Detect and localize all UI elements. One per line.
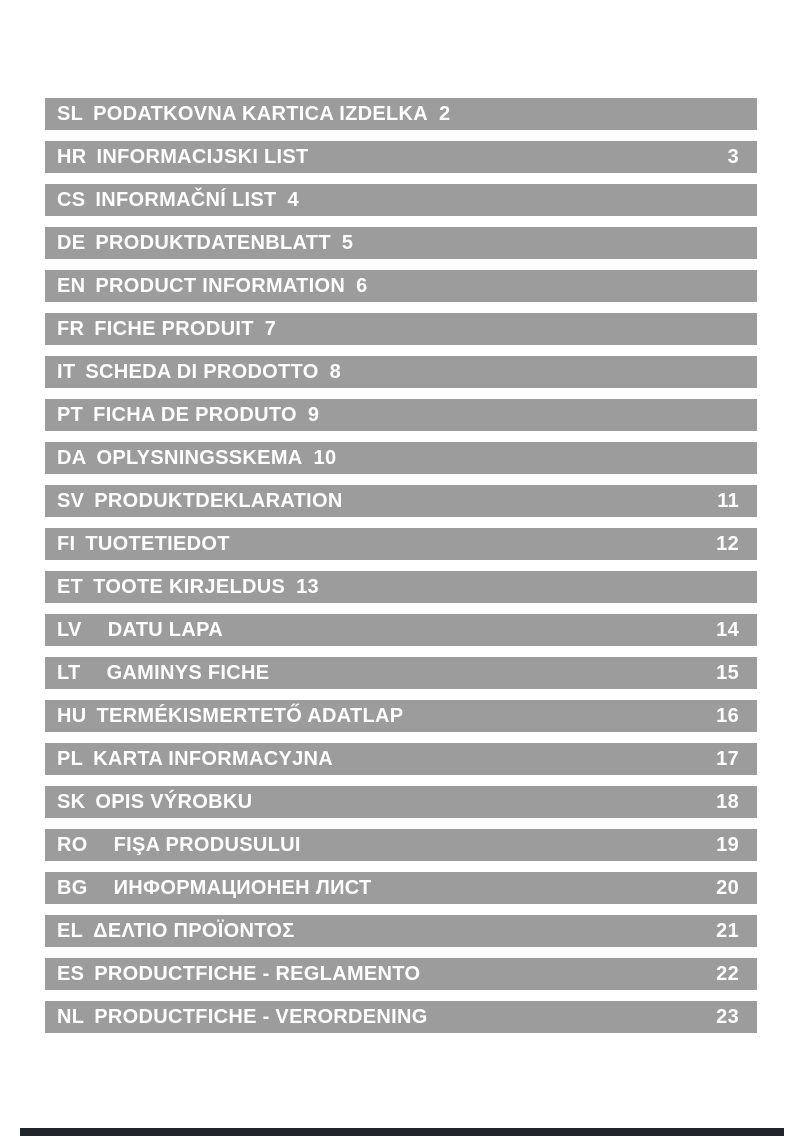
language-code: DA: [57, 446, 87, 469]
language-code: RO: [57, 833, 88, 856]
page-number: 5: [341, 231, 354, 254]
toc-row: [45, 528, 757, 560]
toc-row: [45, 399, 757, 431]
toc-row: [45, 915, 757, 947]
section-title: ИНФОРМАЦИОНЕН ЛИСТ: [113, 876, 372, 899]
toc-row: [45, 356, 757, 388]
page-number: 23: [716, 1005, 739, 1028]
toc-row: [45, 958, 757, 990]
page-number: 7: [264, 317, 277, 340]
page-number: 15: [716, 661, 739, 684]
section-title: FICHA DE PRODUTO: [93, 403, 297, 426]
language-code: FR: [57, 317, 85, 340]
toc-row: [45, 98, 757, 130]
toc-row: [45, 184, 757, 216]
section-title: FIŞA PRODUSULUI: [113, 833, 301, 856]
toc-row: [45, 313, 757, 345]
language-code: NL: [57, 1005, 85, 1028]
toc-row: [45, 786, 757, 818]
toc-row: [45, 571, 757, 603]
page-number: 13: [296, 575, 319, 598]
page-number: 18: [716, 790, 739, 813]
language-code: LV: [57, 618, 82, 641]
language-code: SK: [57, 790, 86, 813]
language-code: EL: [57, 919, 84, 942]
section-title: GAMINYS FICHE: [106, 661, 270, 684]
page-number: 17: [716, 747, 739, 770]
page-number: 22: [716, 962, 739, 985]
section-title: TUOTETIEDOT: [85, 532, 230, 555]
section-title: PODATKOVNA KARTICA IZDELKA: [93, 102, 428, 125]
page-number: 11: [717, 489, 739, 512]
language-code: BG: [57, 876, 88, 899]
toc-row: [45, 227, 757, 259]
toc-row: [45, 614, 757, 646]
toc-row: [45, 141, 757, 173]
section-title: ΔΕΛΤΙΟ ΠΡΟΪΟΝΤΟΣ: [93, 919, 295, 942]
toc-row: [45, 700, 757, 732]
language-code: SL: [57, 102, 84, 125]
page-number: 14: [716, 618, 739, 641]
page-number: 21: [716, 919, 739, 942]
section-title: INFORMAČNÍ LIST: [95, 188, 277, 211]
page-number: 9: [307, 403, 320, 426]
language-code: FI: [57, 532, 76, 555]
language-code: LT: [57, 661, 81, 684]
section-title: PRODUKTDEKLARATION: [94, 489, 343, 512]
language-code: IT: [57, 360, 76, 383]
language-code: SV: [57, 489, 85, 512]
section-title: KARTA INFORMACYJNA: [93, 747, 334, 770]
toc-row: [45, 657, 757, 689]
toc-row: [45, 1001, 757, 1033]
language-code: ET: [57, 575, 84, 598]
page-number: 8: [329, 360, 342, 383]
page-number: 10: [313, 446, 337, 469]
page-number: 6: [356, 274, 368, 297]
page-number: 12: [716, 532, 739, 555]
toc-row: [45, 485, 757, 517]
page-number: 16: [716, 704, 739, 727]
page-number: 20: [716, 876, 739, 899]
section-title: OPIS VÝROBKU: [95, 790, 253, 813]
section-title: TERMÉKISMERTETŐ ADATLAP: [96, 704, 404, 727]
toc-row: [45, 872, 757, 904]
toc-row: [45, 442, 757, 474]
footer-rule: [20, 1128, 784, 1136]
toc-row: [45, 743, 757, 775]
toc-row: [45, 270, 757, 302]
section-title: FICHE PRODUIT: [94, 317, 254, 340]
section-title: TOOTE KIRJELDUS: [93, 575, 286, 598]
page-number: 3: [727, 145, 739, 168]
section-title: PRODUCTFICHE - VERORDENING: [94, 1005, 428, 1028]
language-code: PT: [57, 403, 84, 426]
language-code: HR: [57, 145, 87, 168]
toc-row: [45, 829, 757, 861]
language-code: ES: [57, 962, 85, 985]
page-number: 4: [287, 188, 299, 211]
section-title: OPLYSNINGSSKEMA: [96, 446, 303, 469]
section-title: SCHEDA DI PRODOTTO: [85, 360, 319, 383]
section-title: INFORMACIJSKI LIST: [96, 145, 309, 168]
section-title: PRODUKTDATENBLATT: [95, 231, 331, 254]
language-code: CS: [57, 188, 86, 211]
language-code: PL: [57, 747, 84, 770]
language-code: EN: [57, 274, 86, 297]
page-number: 19: [716, 833, 739, 856]
section-title: PRODUCTFICHE - REGLAMENTO: [94, 962, 421, 985]
language-code: HU: [57, 704, 87, 727]
page-number: 2: [439, 102, 451, 125]
toc-list: [45, 98, 757, 1044]
language-code: DE: [57, 231, 86, 254]
section-title: PRODUCT INFORMATION: [95, 274, 346, 297]
section-title: DATU LAPA: [107, 618, 223, 641]
